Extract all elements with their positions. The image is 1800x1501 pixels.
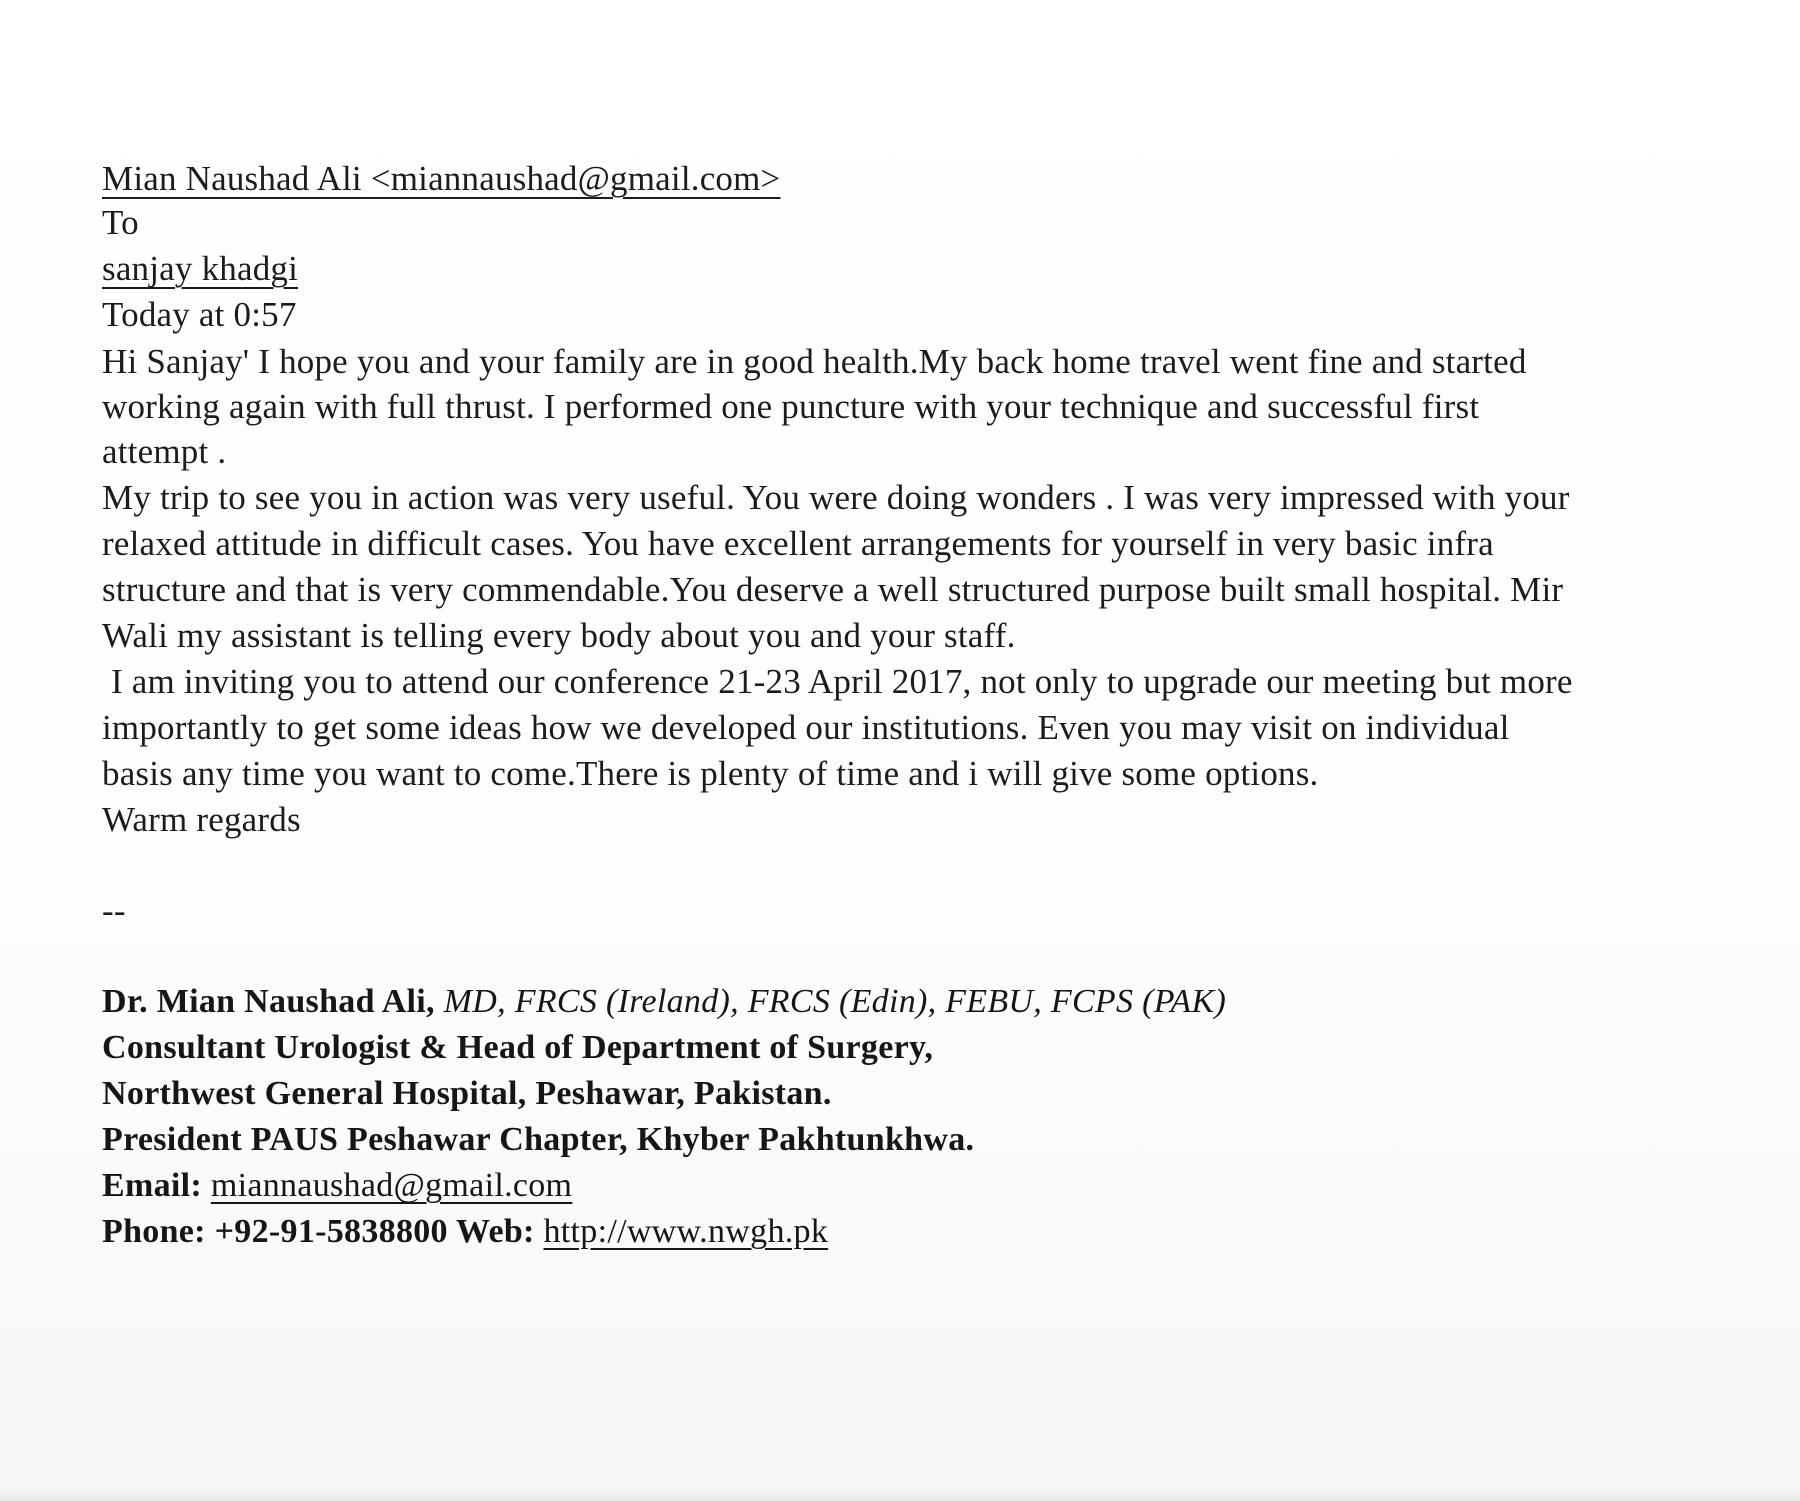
- signature-hospital: Northwest General Hospital, Peshawar, Pakistan.: [102, 1075, 832, 1112]
- phone-number: +92-91-5838800: [214, 1213, 448, 1250]
- closing-line: Warm regards: [102, 800, 301, 839]
- recipient-name[interactable]: sanjay khadgi: [102, 249, 299, 288]
- body-line: My trip to see you in action was very useful. You were doing wonders . I was very impressed with your: [102, 478, 1570, 517]
- email-label: Email:: [102, 1167, 203, 1204]
- body-line: I am inviting you to attend our conference 21-23 April 2017, not only to upgrade our meeting but more: [102, 662, 1573, 701]
- body-line: structure and that is very commendable.You deserve a well structured purpose built small hospital. Mir: [102, 570, 1564, 609]
- signature-separator: --: [102, 891, 126, 930]
- signature-email-line: [102, 1165, 572, 1207]
- to-label: To: [102, 203, 139, 242]
- signature-title: Consultant Urologist & Head of Department of Surgery,: [102, 1029, 934, 1066]
- phone-label: Phone:: [102, 1213, 206, 1250]
- web-link[interactable]: http://www.nwgh.pk: [543, 1213, 829, 1250]
- body-line: basis any time you want to come.There is plenty of time and i will give some options.: [102, 754, 1319, 793]
- signature-name-line: [102, 981, 1226, 1023]
- signature-phone-line: [102, 1211, 828, 1253]
- body-line: relaxed attitude in difficult cases. You have excellent arrangements for yourself in very basic infra: [102, 524, 1494, 563]
- body-line: importantly to get some ideas how we developed our institutions. Even you may visit on individual: [102, 708, 1510, 747]
- web-label: Web:: [456, 1213, 535, 1250]
- signature-name: Dr. Mian Naushad Ali,: [102, 983, 435, 1020]
- body-line: attempt .: [102, 432, 227, 471]
- body-line: Wali my assistant is telling every body about you and your staff.: [102, 616, 1016, 655]
- sender-address[interactable]: Mian Naushad Ali <miannaushad@gmail.com>: [102, 159, 781, 198]
- signature-president: President PAUS Peshawar Chapter, Khyber Pakhtunkhwa.: [102, 1121, 975, 1158]
- body-line: Hi Sanjay' I hope you and your family are in good health.My back home travel went fine and started: [102, 342, 1527, 381]
- signature-credentials: MD, FRCS (Ireland), FRCS (Edin), FEBU, FCPS (PAK): [443, 983, 1227, 1020]
- body-line: working again with full thrust. I performed one puncture with your technique and successful first: [102, 387, 1480, 426]
- email-link[interactable]: miannaushad@gmail.com: [210, 1167, 573, 1204]
- page-edge-shadow: [0, 1487, 1800, 1501]
- sent-time: Today at 0:57: [102, 295, 297, 334]
